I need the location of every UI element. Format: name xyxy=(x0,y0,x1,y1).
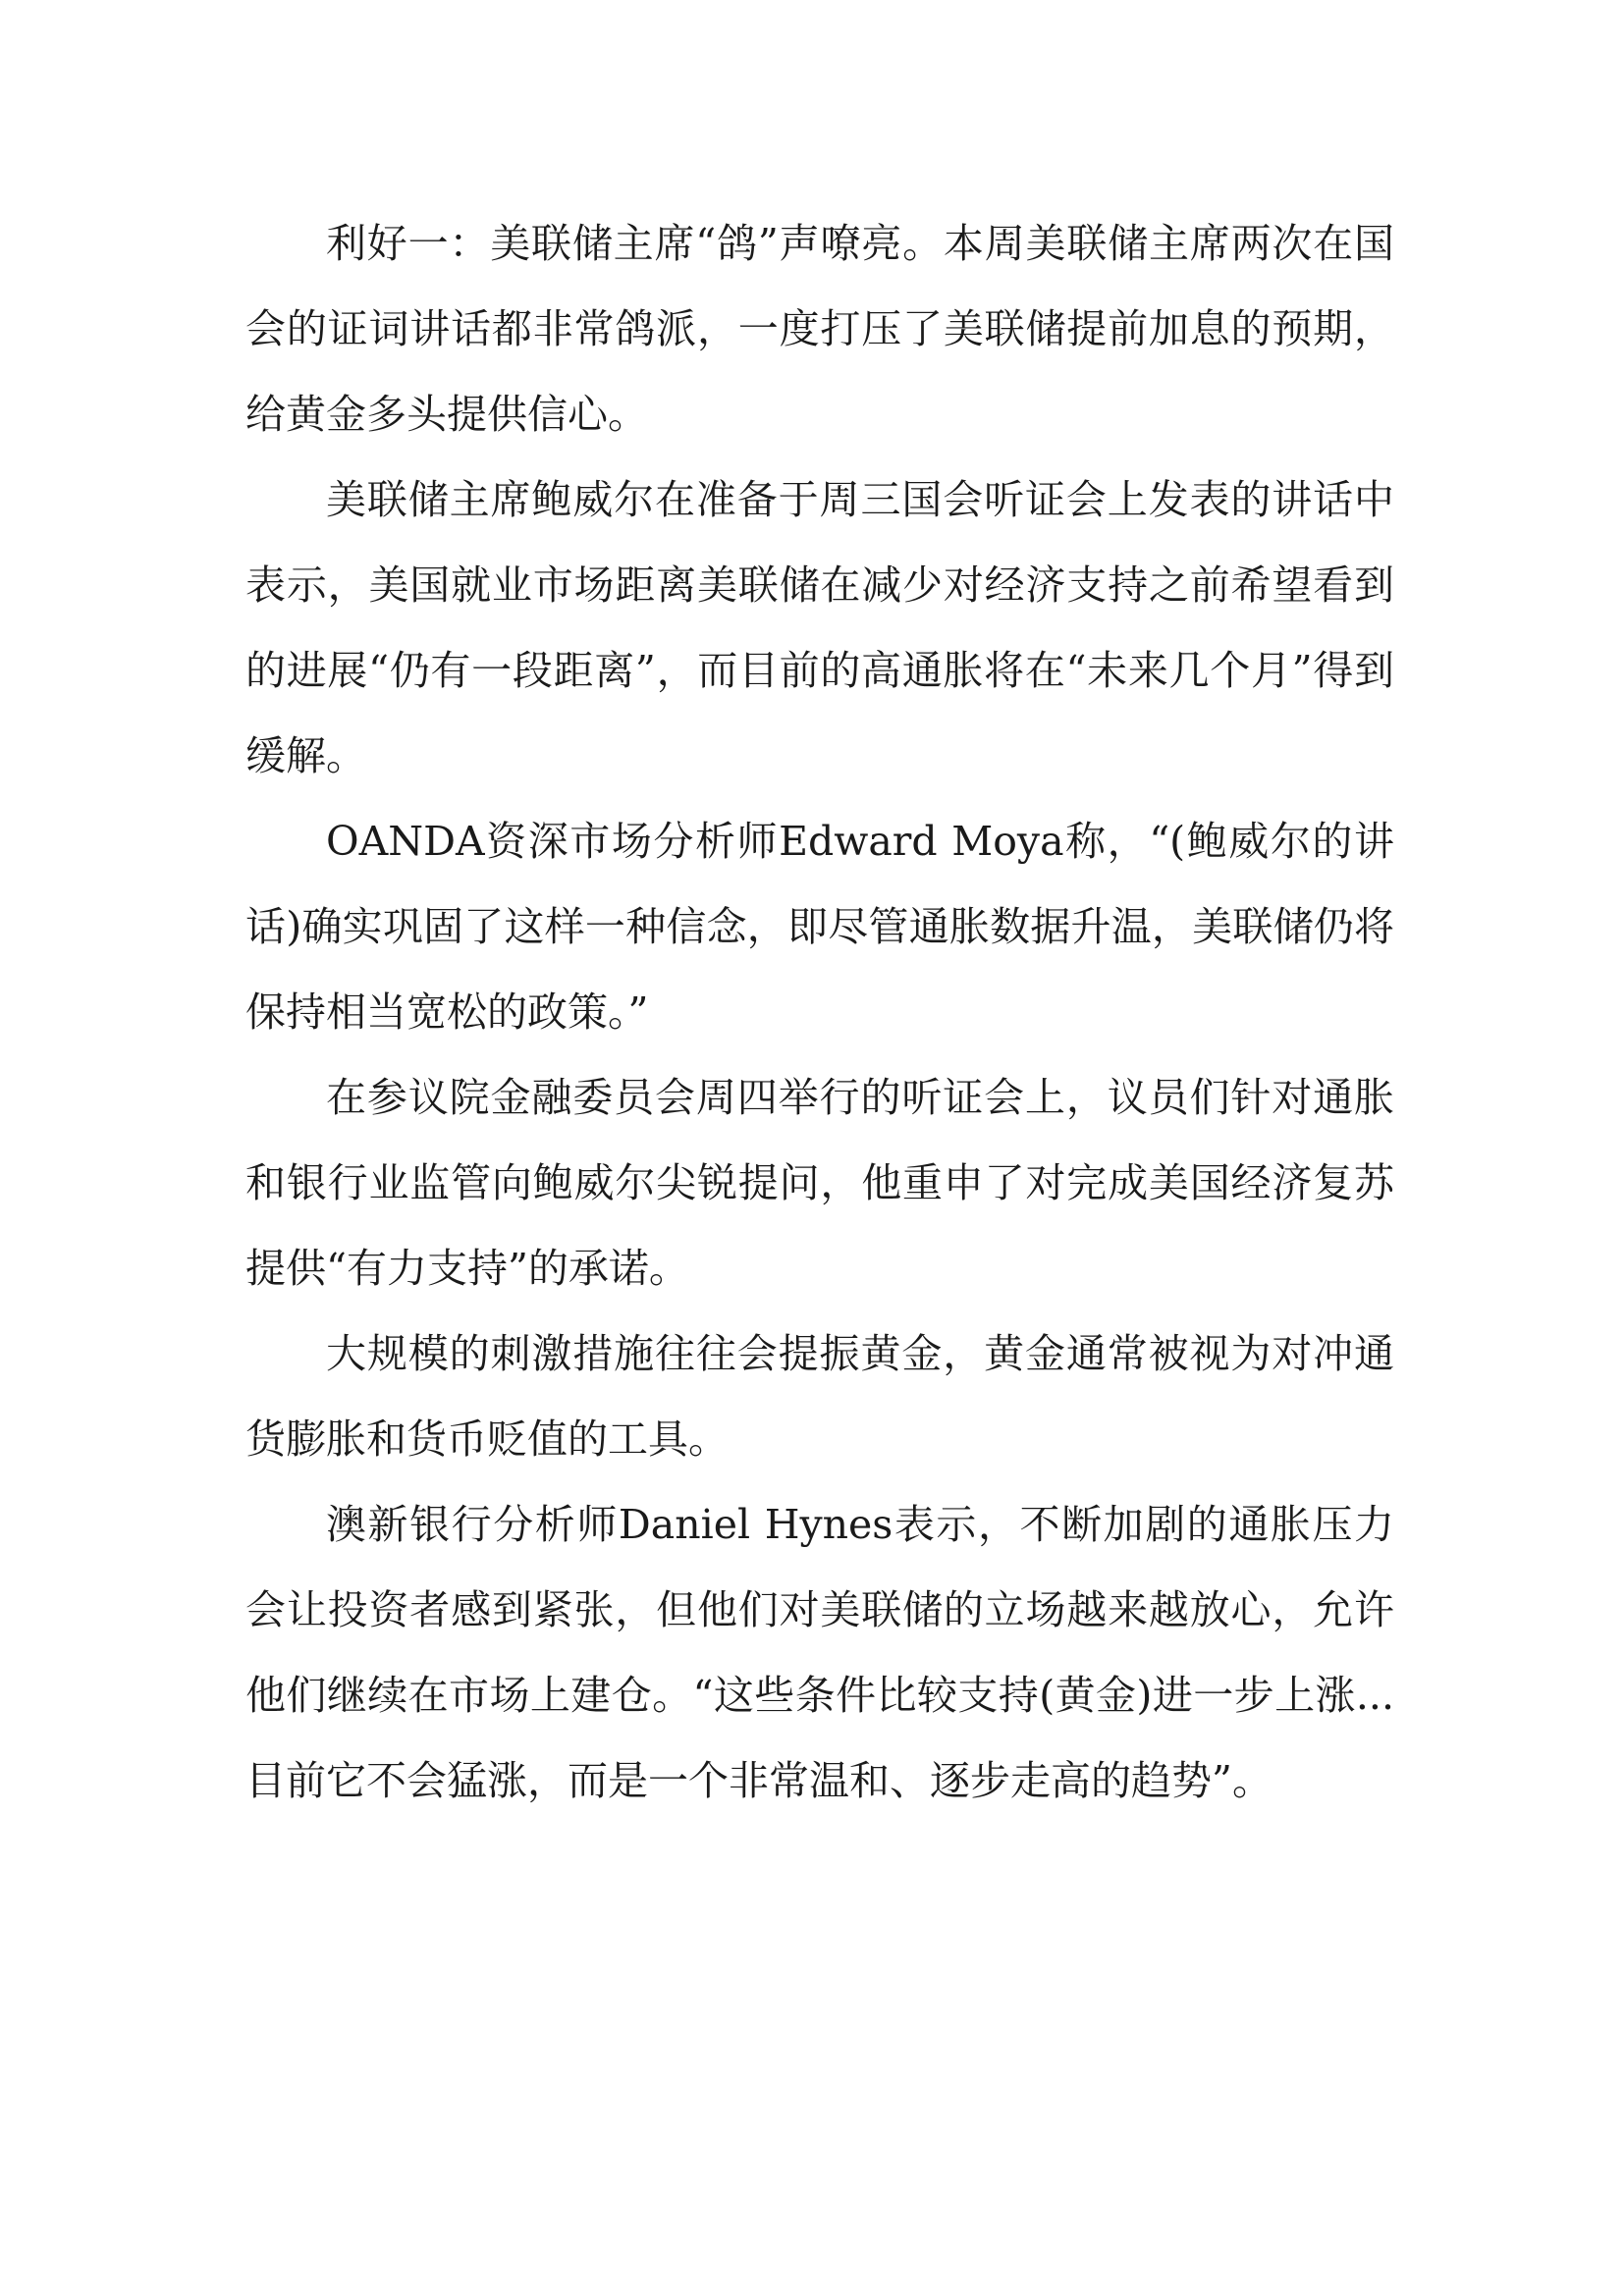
paragraph-2: 美联储主席鲍威尔在准备于周三国会听证会上发表的讲话中表示，美国就业市场距离美联储在减少对经济支持之前希望看到的进展“仍有一段距离”，而目前的高通胀将在“未来几个月”得到缓解。 xyxy=(245,476,1394,779)
paragraph-4: 在参议院金融委员会周四举行的听证会上，议员们针对通胀和银行业监管向鲍威尔尖锐提问，他重申了对完成美国经济复苏提供“有力支持”的承诺。 xyxy=(245,1074,1394,1292)
article-body xyxy=(245,201,1394,1824)
paragraph-3: OANDA资深市场分析师Edward Moya称，“(鲍威尔的讲话)确实巩固了这样一种信念，即尽管通胀数据升温，美联储仍将保持相当宽松的政策。” xyxy=(245,818,1394,1036)
paragraph-5: 大规模的刺激措施往往会提振黄金，黄金通常被视为对冲通货膨胀和货币贬值的工具。 xyxy=(245,1330,1394,1463)
paragraph-6: 澳新银行分析师Daniel Hynes表示，不断加剧的通胀压力会让投资者感到紧张，但他们对美联储的立场越来越放心，允许他们继续在市场上建仓。“这些条件比较支持(黄金)进一步上涨...目前它不会猛涨，而是一个非常温和、逐步走高的趋势”。 xyxy=(245,1501,1394,1804)
paragraph-1: 利好一：美联储主席“鸽”声嘹亮。本周美联储主席两次在国会的证词讲话都非常鸽派，一度打压了美联储提前加息的预期，给黄金多头提供信心。 xyxy=(245,220,1394,438)
